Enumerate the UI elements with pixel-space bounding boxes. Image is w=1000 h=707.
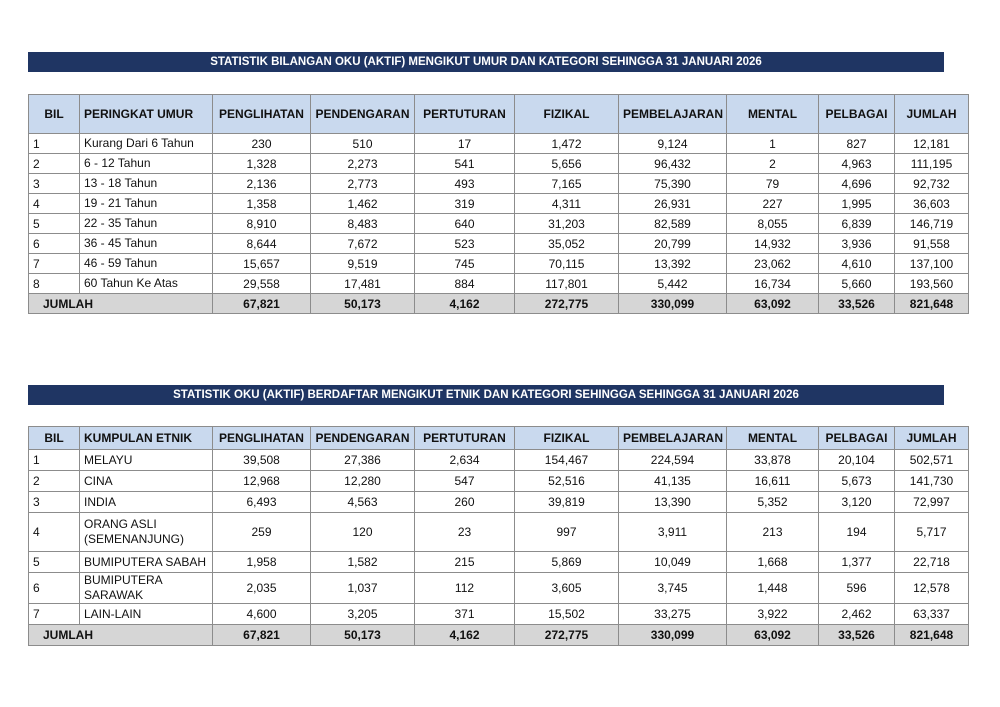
total-value: 821,648 [895, 294, 969, 314]
cell-value: 137,100 [895, 254, 969, 274]
cell-value: 8,483 [311, 214, 415, 234]
cell-value: 596 [819, 573, 895, 604]
row-number: 5 [29, 552, 80, 573]
row-number: 3 [29, 492, 80, 513]
row-number: 1 [29, 134, 80, 154]
column-header: JUMLAH [895, 427, 969, 450]
cell-value: 8,055 [727, 214, 819, 234]
cell-value: 154,467 [515, 450, 619, 471]
age-table-title: STATISTIK BILANGAN OKU (AKTIF) MENGIKUT UMUR DAN KATEGORI SEHINGGA 31 JANUARI 2026 [28, 52, 944, 72]
table-row [29, 214, 969, 234]
cell-value: 5,717 [895, 513, 969, 552]
cell-value: 224,594 [619, 450, 727, 471]
cell-value: 72,997 [895, 492, 969, 513]
cell-value: 39,819 [515, 492, 619, 513]
cell-value: 2,035 [213, 573, 311, 604]
total-label: JUMLAH [29, 294, 213, 314]
cell-value: 12,968 [213, 471, 311, 492]
column-header: PERINGKAT UMUR [80, 95, 213, 134]
cell-value: 29,558 [213, 274, 311, 294]
cell-value: 39,508 [213, 450, 311, 471]
cell-value: 260 [415, 492, 515, 513]
cell-value: 5,352 [727, 492, 819, 513]
row-label: 13 - 18 Tahun [80, 174, 213, 194]
cell-value: 112 [415, 573, 515, 604]
cell-value: 2,634 [415, 450, 515, 471]
cell-value: 3,205 [311, 604, 415, 625]
cell-value: 5,673 [819, 471, 895, 492]
column-header: BIL [29, 95, 80, 134]
cell-value: 523 [415, 234, 515, 254]
table-row [29, 471, 969, 492]
total-value: 330,099 [619, 625, 727, 646]
table-row [29, 134, 969, 154]
ethnic-table-title: STATISTIK OKU (AKTIF) BERDAFTAR MENGIKUT ETNIK DAN KATEGORI SEHINGGA SEHINGGA 31 JANUARI 2026 [28, 385, 944, 405]
column-header: PERTUTURAN [415, 95, 515, 134]
cell-value: 12,578 [895, 573, 969, 604]
cell-value: 827 [819, 134, 895, 154]
column-header: PENGLIHATAN [213, 427, 311, 450]
cell-value: 2 [727, 154, 819, 174]
cell-value: 91,558 [895, 234, 969, 254]
total-value: 272,775 [515, 294, 619, 314]
table-row [29, 513, 969, 552]
cell-value: 33,878 [727, 450, 819, 471]
cell-value: 14,932 [727, 234, 819, 254]
total-value: 330,099 [619, 294, 727, 314]
table-row [29, 234, 969, 254]
cell-value: 4,963 [819, 154, 895, 174]
cell-value: 92,732 [895, 174, 969, 194]
table-row [29, 552, 969, 573]
cell-value: 33,275 [619, 604, 727, 625]
cell-value: 15,657 [213, 254, 311, 274]
cell-value: 259 [213, 513, 311, 552]
cell-value: 63,337 [895, 604, 969, 625]
column-header: MENTAL [727, 95, 819, 134]
row-label: 19 - 21 Tahun [80, 194, 213, 214]
row-number: 6 [29, 573, 80, 604]
row-label: 46 - 59 Tahun [80, 254, 213, 274]
cell-value: 1,328 [213, 154, 311, 174]
cell-value: 6,493 [213, 492, 311, 513]
table-row [29, 154, 969, 174]
cell-value: 70,115 [515, 254, 619, 274]
cell-value: 194 [819, 513, 895, 552]
row-number: 7 [29, 604, 80, 625]
table-row [29, 194, 969, 214]
cell-value: 17 [415, 134, 515, 154]
cell-value: 8,910 [213, 214, 311, 234]
cell-value: 3,936 [819, 234, 895, 254]
total-value: 821,648 [895, 625, 969, 646]
cell-value: 2,273 [311, 154, 415, 174]
cell-value: 3,745 [619, 573, 727, 604]
total-value: 63,092 [727, 625, 819, 646]
cell-value: 4,563 [311, 492, 415, 513]
row-label: ORANG ASLI (SEMENANJUNG) [80, 513, 213, 552]
cell-value: 41,135 [619, 471, 727, 492]
row-label: CINA [80, 471, 213, 492]
row-number: 2 [29, 471, 80, 492]
cell-value: 193,560 [895, 274, 969, 294]
cell-value: 4,600 [213, 604, 311, 625]
cell-value: 16,611 [727, 471, 819, 492]
cell-value: 2,773 [311, 174, 415, 194]
column-header: PERTUTURAN [415, 427, 515, 450]
table-row [29, 274, 969, 294]
table-row [29, 492, 969, 513]
cell-value: 13,392 [619, 254, 727, 274]
cell-value: 1,958 [213, 552, 311, 573]
cell-value: 7,165 [515, 174, 619, 194]
cell-value: 10,049 [619, 552, 727, 573]
cell-value: 141,730 [895, 471, 969, 492]
cell-value: 9,519 [311, 254, 415, 274]
cell-value: 9,124 [619, 134, 727, 154]
row-label: LAIN-LAIN [80, 604, 213, 625]
cell-value: 997 [515, 513, 619, 552]
row-number: 5 [29, 214, 80, 234]
row-label: 6 - 12 Tahun [80, 154, 213, 174]
cell-value: 502,571 [895, 450, 969, 471]
total-value: 63,092 [727, 294, 819, 314]
column-header: PENGLIHATAN [213, 95, 311, 134]
cell-value: 96,432 [619, 154, 727, 174]
cell-value: 230 [213, 134, 311, 154]
cell-value: 16,734 [727, 274, 819, 294]
cell-value: 75,390 [619, 174, 727, 194]
header-row [29, 95, 969, 134]
cell-value: 20,104 [819, 450, 895, 471]
age-category-table [28, 94, 969, 314]
column-header: FIZIKAL [515, 95, 619, 134]
cell-value: 215 [415, 552, 515, 573]
cell-value: 36,603 [895, 194, 969, 214]
total-value: 272,775 [515, 625, 619, 646]
row-number: 7 [29, 254, 80, 274]
cell-value: 117,801 [515, 274, 619, 294]
cell-value: 213 [727, 513, 819, 552]
row-label: MELAYU [80, 450, 213, 471]
table-row [29, 573, 969, 604]
cell-value: 3,120 [819, 492, 895, 513]
cell-value: 20,799 [619, 234, 727, 254]
column-header: PEMBELAJARAN [619, 427, 727, 450]
cell-value: 5,660 [819, 274, 895, 294]
row-label: 22 - 35 Tahun [80, 214, 213, 234]
cell-value: 7,672 [311, 234, 415, 254]
column-header: PEMBELAJARAN [619, 95, 727, 134]
cell-value: 745 [415, 254, 515, 274]
cell-value: 1,995 [819, 194, 895, 214]
table-row [29, 174, 969, 194]
row-label: BUMIPUTERA SABAH [80, 552, 213, 573]
cell-value: 1,668 [727, 552, 819, 573]
cell-value: 6,839 [819, 214, 895, 234]
total-row [29, 625, 969, 646]
cell-value: 4,610 [819, 254, 895, 274]
cell-value: 227 [727, 194, 819, 214]
cell-value: 371 [415, 604, 515, 625]
cell-value: 3,922 [727, 604, 819, 625]
total-value: 33,526 [819, 294, 895, 314]
cell-value: 1,037 [311, 573, 415, 604]
cell-value: 1,358 [213, 194, 311, 214]
row-label: BUMIPUTERA SARAWAK [80, 573, 213, 604]
column-header: BIL [29, 427, 80, 450]
cell-value: 146,719 [895, 214, 969, 234]
total-value: 50,173 [311, 625, 415, 646]
cell-value: 111,195 [895, 154, 969, 174]
cell-value: 120 [311, 513, 415, 552]
cell-value: 22,718 [895, 552, 969, 573]
cell-value: 2,136 [213, 174, 311, 194]
cell-value: 82,589 [619, 214, 727, 234]
total-value: 50,173 [311, 294, 415, 314]
cell-value: 1 [727, 134, 819, 154]
table-row [29, 604, 969, 625]
cell-value: 1,582 [311, 552, 415, 573]
column-header: PENDENGARAN [311, 95, 415, 134]
cell-value: 4,696 [819, 174, 895, 194]
cell-value: 1,462 [311, 194, 415, 214]
row-label: 60 Tahun Ke Atas [80, 274, 213, 294]
column-header: JUMLAH [895, 95, 969, 134]
row-label: Kurang Dari 6 Tahun [80, 134, 213, 154]
ethnic-category-table [28, 426, 969, 646]
column-header: MENTAL [727, 427, 819, 450]
cell-value: 510 [311, 134, 415, 154]
row-number: 4 [29, 194, 80, 214]
column-header: FIZIKAL [515, 427, 619, 450]
cell-value: 2,462 [819, 604, 895, 625]
cell-value: 1,472 [515, 134, 619, 154]
row-number: 1 [29, 450, 80, 471]
total-value: 4,162 [415, 294, 515, 314]
column-header: PENDENGARAN [311, 427, 415, 450]
cell-value: 23 [415, 513, 515, 552]
header-row [29, 427, 969, 450]
total-value: 67,821 [213, 294, 311, 314]
cell-value: 26,931 [619, 194, 727, 214]
row-number: 2 [29, 154, 80, 174]
total-value: 4,162 [415, 625, 515, 646]
table-row [29, 254, 969, 274]
cell-value: 5,656 [515, 154, 619, 174]
cell-value: 5,869 [515, 552, 619, 573]
row-label: INDIA [80, 492, 213, 513]
row-number: 8 [29, 274, 80, 294]
cell-value: 3,911 [619, 513, 727, 552]
cell-value: 35,052 [515, 234, 619, 254]
cell-value: 884 [415, 274, 515, 294]
total-value: 67,821 [213, 625, 311, 646]
cell-value: 12,280 [311, 471, 415, 492]
cell-value: 13,390 [619, 492, 727, 513]
column-header: PELBAGAI [819, 95, 895, 134]
cell-value: 31,203 [515, 214, 619, 234]
cell-value: 541 [415, 154, 515, 174]
cell-value: 12,181 [895, 134, 969, 154]
cell-value: 4,311 [515, 194, 619, 214]
cell-value: 547 [415, 471, 515, 492]
cell-value: 640 [415, 214, 515, 234]
row-number: 6 [29, 234, 80, 254]
column-header: PELBAGAI [819, 427, 895, 450]
cell-value: 493 [415, 174, 515, 194]
cell-value: 79 [727, 174, 819, 194]
table-row [29, 450, 969, 471]
total-label: JUMLAH [29, 625, 213, 646]
cell-value: 17,481 [311, 274, 415, 294]
cell-value: 3,605 [515, 573, 619, 604]
cell-value: 52,516 [515, 471, 619, 492]
cell-value: 319 [415, 194, 515, 214]
row-number: 3 [29, 174, 80, 194]
cell-value: 1,377 [819, 552, 895, 573]
column-header: KUMPULAN ETNIK [80, 427, 213, 450]
total-value: 33,526 [819, 625, 895, 646]
cell-value: 8,644 [213, 234, 311, 254]
cell-value: 5,442 [619, 274, 727, 294]
total-row [29, 294, 969, 314]
cell-value: 27,386 [311, 450, 415, 471]
row-label: 36 - 45 Tahun [80, 234, 213, 254]
cell-value: 23,062 [727, 254, 819, 274]
cell-value: 15,502 [515, 604, 619, 625]
cell-value: 1,448 [727, 573, 819, 604]
row-number: 4 [29, 513, 80, 552]
